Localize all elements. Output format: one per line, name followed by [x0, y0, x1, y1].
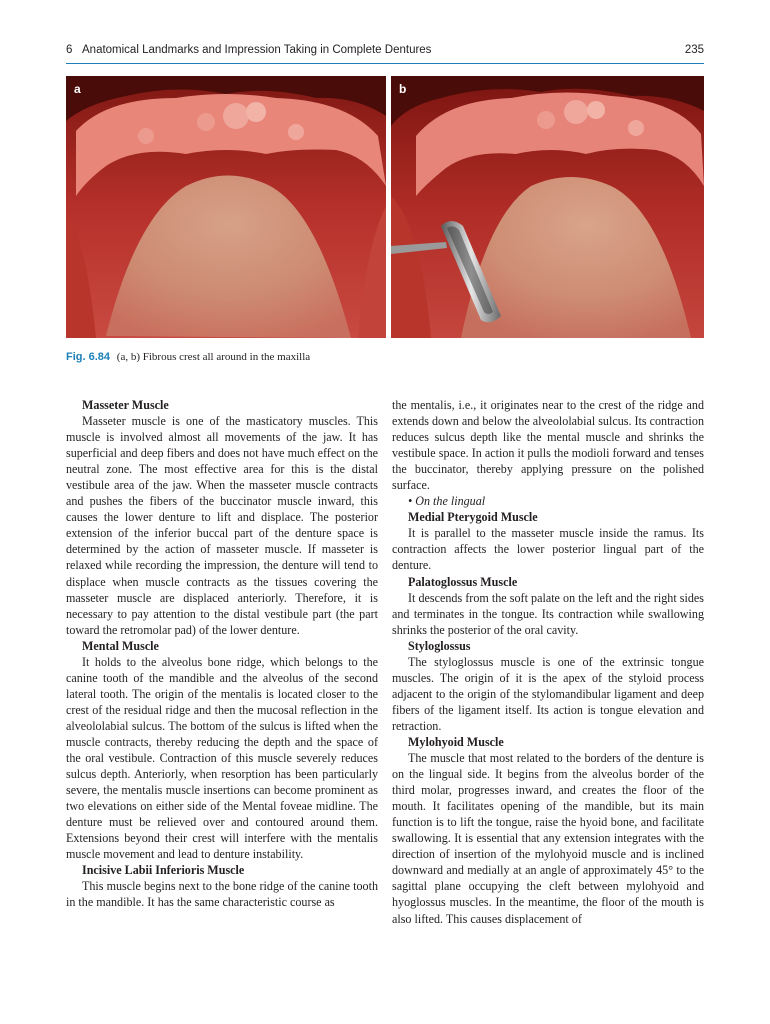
figure-caption: [66, 351, 704, 363]
body-paragraph: the mentalis, i.e., it originates near to the crest of the ridge and extends down and below the alveololabial sulcus. Its contraction reduces sulcus depth like the mental muscle and shrinks the vestibule space. In action it pulls the modioli forward and tenses the buccinator, thereby applying pressure on the polished surface.: [392, 398, 705, 493]
header-rule: [66, 63, 704, 64]
body-paragraph: Masseter muscle is one of the masticatory muscles. This muscle is involved almost all movements of the jaw. It has superficial and deep fibers and does not have much effect on the neutral zone. The most effective area for this is the distal vestibule area of the jaw. When the masseter muscle contracts and pushes the fibers of the buccinator muscle inward, this causes the lower denture to lift and displace. The posterior extension of the inferior buccal part of the denture space is determined by the action of masseter muscle. If masseter is relaxed while recording the impression, the denture will tend to displace when muscle contracts as the tissues covering the masseter muscle are displaced anteriorly. Therefore, it is necessary to pay attention to the distal vestibule part (the part toward the retromolar pad) of the lower denture.: [66, 414, 378, 637]
chapter-title: Anatomical Landmarks and Impression Taking in Complete Dentures: [82, 44, 432, 56]
section-heading: Mental Muscle: [82, 638, 159, 653]
body-paragraph: It descends from the soft palate on the left and the right sides and terminates in the tongue. Its contraction while swallowing shrinks the posterior of the oral cavity.: [392, 590, 704, 637]
right-text-column: [392, 397, 704, 927]
page-number: 235: [684, 44, 704, 56]
figure-caption-text: (a, b) Fibrous crest all around in the maxilla: [116, 351, 311, 363]
figure-panel-a: [66, 76, 386, 338]
running-header: [66, 44, 704, 62]
section-heading: Masseter Muscle: [82, 398, 169, 412]
bullet-item: • On the lingual: [408, 494, 486, 509]
section-heading: Incisive Labii Inferioris Muscle: [82, 863, 245, 878]
panel-label-a: a: [74, 82, 81, 96]
figure-number: Fig. 6.84: [66, 351, 111, 363]
chapter-number: 6: [66, 44, 73, 56]
maxilla-photo-b: [391, 76, 704, 338]
panel-label-b: b: [399, 82, 407, 96]
body-paragraph: It is parallel to the masseter muscle inside the ramus. Its contraction affects the lower posterior lingual part of the denture.: [392, 526, 704, 573]
body-paragraph: This muscle begins next to the bone ridge of the canine tooth in the mandible. It has the same characteristic course as: [66, 879, 378, 910]
body-paragraph: The styloglossus muscle is one of the extrinsic tongue muscles. The origin of it is the apex of the styloid process adjacent to the origin of the stylomandibular ligament and deep fibers of the ligament itself. Its action is tongue elevation and retraction.: [392, 654, 704, 733]
section-heading: Mylohyoid Muscle: [408, 734, 504, 749]
body-paragraph: The muscle that most related to the borders of the denture is on the lingual side. It begins from the alveolus border of the third molar, progresses inward, and creates the floor of the mouth. It facilitates opening of the mandible, but its main function is to lift the tongue, raise the hyoid bone, and facilitate swallowing. It is essential that any extension integrates with the direction of insertion of the mylohyoid muscle and is inclined downward and medially at an angle of approximately 45° to the sagittal plane occupying the cleft between mylohyoid and hyoglossus muscles. In the meantime, the floor of the mouth is also lifted. This causes displacement of: [392, 751, 704, 926]
figure-panel-b: [391, 76, 704, 338]
section-heading: Medial Pterygoid Muscle: [408, 510, 538, 525]
body-paragraph: It holds to the alveolus bone ridge, which belongs to the canine tooth of the mandible and the alveolus of the second lateral tooth. The origin of the mentalis is located closer to the crest of the residual ridge and then the mucosal reflection in the alveololabial sulcus. The bottom of the sulcus is lifted when the muscle contracts, thereby reducing the depth and the space of the oral vestibule. Contraction of this muscle severely reduces sulcus depth. Anteriorly, when resorption has been particularly severe, the mentalis muscle insertions can become prominent as two elevations on either side of the Mental foveae midline. The denture must be relieved over and contoured around them. Extensions beyond their crest will interfere with the mentalis muscle movement and lead to denture instability.: [66, 654, 378, 862]
left-text-column: [66, 397, 378, 911]
section-heading: Styloglossus: [408, 638, 471, 653]
maxilla-photo-a: [66, 76, 386, 338]
section-heading: Palatoglossus Muscle: [408, 574, 518, 589]
